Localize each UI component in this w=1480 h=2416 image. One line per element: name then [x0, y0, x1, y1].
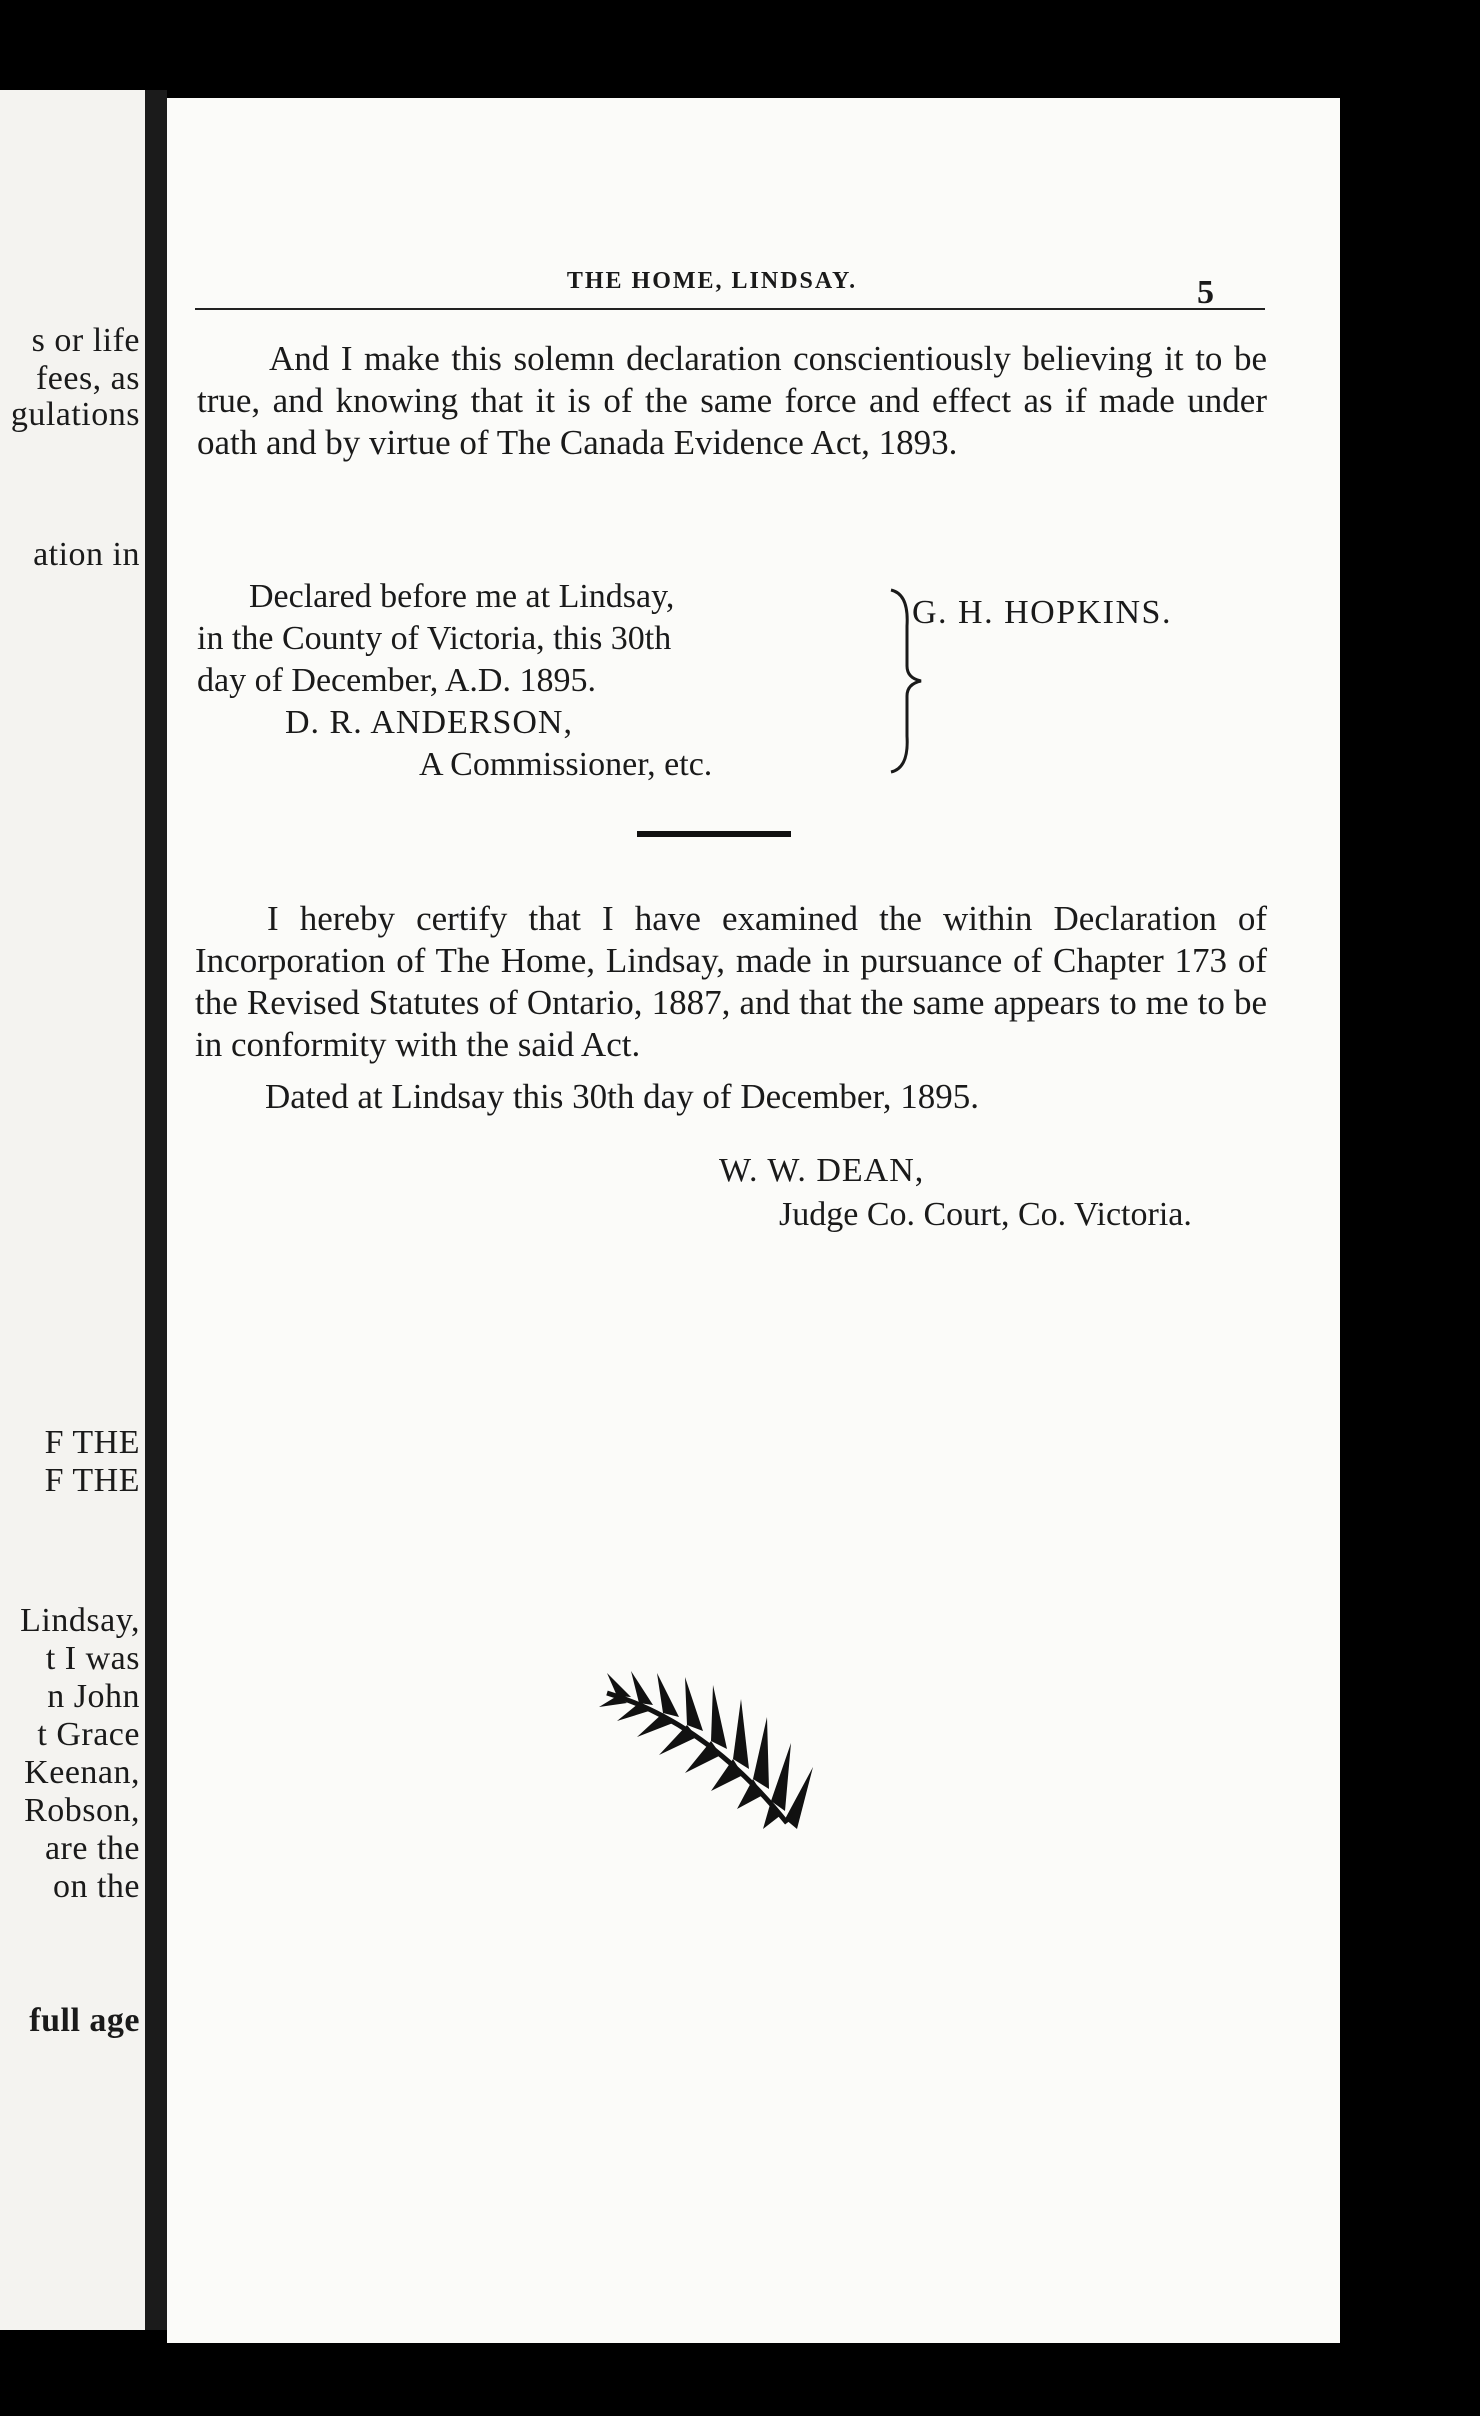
left-fragment: gulations: [10, 396, 140, 433]
declaration-line: Declared before me at Lindsay,: [249, 578, 675, 615]
judge-title: Judge Co. Court, Co. Victoria.: [779, 1196, 1192, 1233]
left-fragment: Keenan,: [24, 1754, 140, 1791]
left-fragment: t Grace: [37, 1716, 140, 1753]
left-fragment: fees, as: [35, 360, 140, 397]
left-fragment: t I was: [45, 1640, 140, 1677]
dated-line: Dated at Lindsay this 30th day of December, 1895.: [265, 1077, 979, 1116]
left-fragment: F THE: [44, 1424, 140, 1461]
fern-ornament-icon: [587, 1663, 847, 1843]
page-gutter: [145, 90, 167, 2330]
declarant-name: G. H. HOPKINS.: [912, 594, 1172, 631]
left-facing-page: [0, 90, 145, 2330]
declaration-line: day of December, A.D. 1895.: [197, 662, 596, 699]
left-fragment: n John: [47, 1678, 140, 1715]
left-fragment: F THE: [44, 1462, 140, 1499]
declaration-block: [197, 576, 877, 786]
left-fragment: s or life: [31, 322, 140, 359]
running-header: THE HOME, LINDSAY.: [566, 268, 858, 294]
certificate-paragraph: I hereby certify that I have examined the within Declaration of Incorporation of The Home, Lindsay, made in pursuance of Chapter 173 of the Revised Statutes of Ontario, 1887, and that the same appears to me to be in conformity with the said Act.: [195, 899, 1267, 1064]
left-fragment: ation in: [33, 536, 140, 573]
header-rule: [195, 308, 1265, 310]
declaration-paragraph: And I make this solemn declaration conscientiously believing it to be true, and knowing that it is of the same force and effect as if made under oath and by virtue of The Canada Evidence Act, 1893.: [197, 339, 1267, 462]
section-separator: [637, 831, 791, 837]
page-number: 5: [1197, 274, 1214, 311]
left-fragment: are the: [44, 1830, 140, 1867]
judge-name: W. W. DEAN,: [719, 1152, 925, 1189]
left-fragment: on the: [52, 1868, 140, 1905]
left-fragment: Lindsay,: [20, 1602, 140, 1639]
left-fragment: Robson,: [24, 1792, 140, 1829]
declaration-line: in the County of Victoria, this 30th: [197, 620, 672, 657]
commissioner-title: A Commissioner, etc.: [419, 746, 713, 783]
left-fragment: full age: [29, 2002, 140, 2039]
commissioner-name: D. R. ANDERSON,: [285, 704, 573, 741]
document-page: [167, 98, 1340, 2343]
